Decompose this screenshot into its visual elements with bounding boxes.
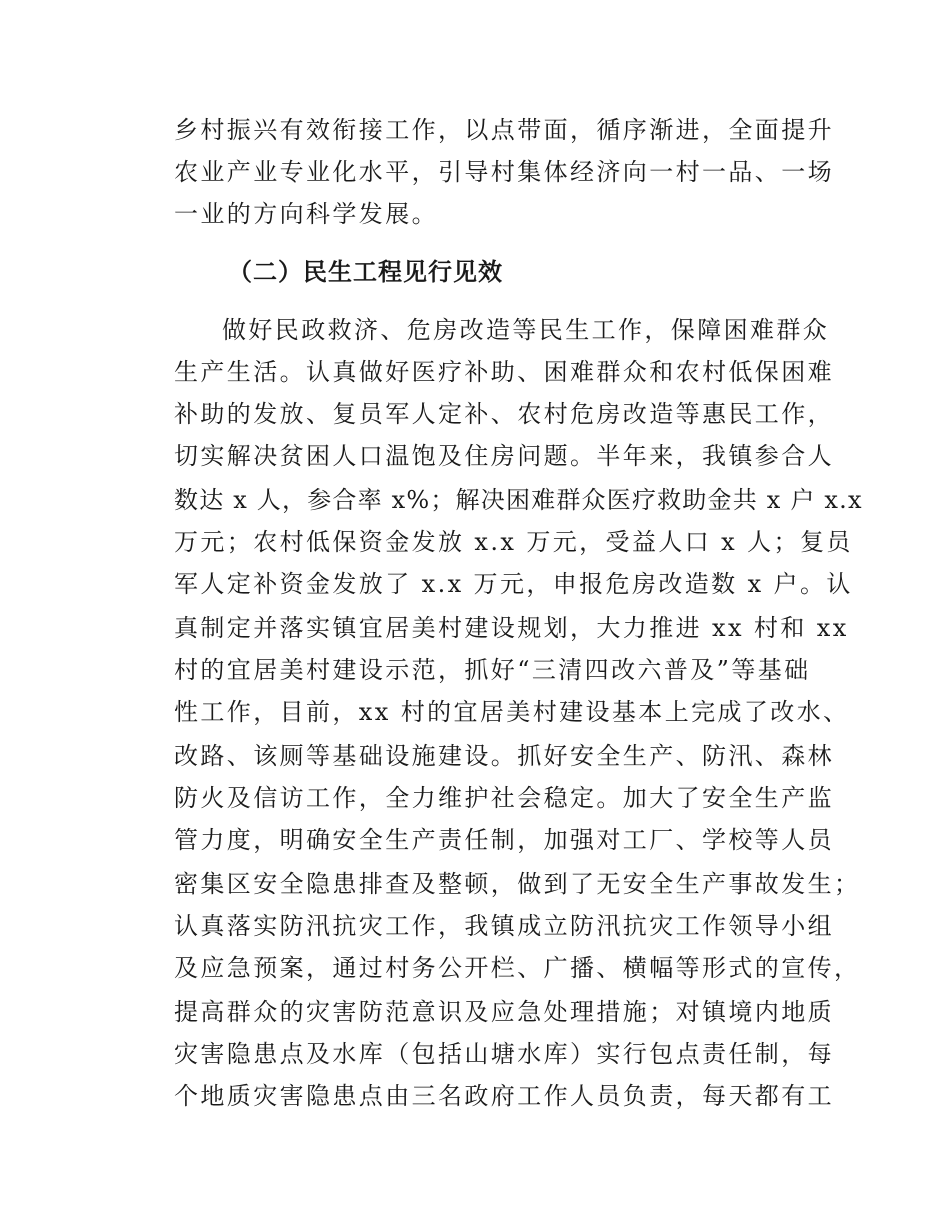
para2-line-7: 军人定补资金发放了 x.x 万元，申报危房改造数 x 户。认 [174, 570, 853, 598]
para2-line-2: 生产生活。认真做好医疗补助、困难群众和农村低保困难 [174, 358, 834, 386]
para2-line-1: 做好民政救济、危房改造等民生工作，保障困难群众 [222, 316, 830, 344]
para1-line-2: 农业产业专业化水平，引导村集体经济向一村一品、一场 [174, 158, 834, 186]
para2-line-4: 切实解决贫困人口温饱及住房问题。半年来，我镇参合人 [174, 442, 834, 470]
para2-line-10: 性工作，目前，xx 村的宜居美村建设基本上完成了改水、 [174, 698, 850, 726]
para2-line-17: 提高群众的灾害防范意识及应急处理措施；对镇境内地质 [174, 998, 834, 1026]
para2-line-8: 真制定并落实镇宜居美村建设规划，大力推进 xx 村和 xx [174, 614, 849, 642]
para1-line-1: 乡村振兴有效衔接工作，以点带面，循序渐进，全面提升 [174, 116, 834, 144]
para2-line-18: 灾害隐患点及水库（包括山塘水库）实行包点责任制，每 [174, 1040, 834, 1068]
para2-line-13: 管力度，明确安全生产责任制，加强对工厂、学校等人员 [174, 826, 834, 854]
para1-line-3: 一业的方向科学发展。 [174, 200, 438, 228]
para2-line-19: 个地质灾害隐患点由三名政府工作人员负责，每天都有工 [174, 1082, 834, 1110]
para2-line-5: 数达 x 人，参合率 x%；解决困难群众医疗救助金共 x 户 x.x [174, 486, 863, 514]
para2-line-3: 补助的发放、复员军人定补、农村危房改造等惠民工作， [174, 400, 834, 428]
para2-line-14: 密集区安全隐患排查及整顿，做到了无安全生产事故发生； [174, 870, 861, 898]
para2-line-15: 认真落实防汛抗灾工作，我镇成立防汛抗灾工作领导小组 [174, 912, 834, 940]
para2-line-12: 防火及信访工作，全力维护社会稳定。加大了安全生产监 [174, 784, 834, 812]
para2-line-16: 及应急预案，通过村务公开栏、广播、横幅等形式的宣传， [174, 954, 861, 982]
para2-line-9: 村的宜居美村建设示范，抓好“三清四改六普及”等基础 [174, 656, 811, 684]
section-heading: （二）民生工程见行见效 [228, 258, 503, 286]
para2-line-6: 万元；农村低保资金发放 x.x 万元，受益人口 x 人；复员 [174, 528, 853, 556]
para2-line-11: 改路、该厕等基础设施建设。抓好安全生产、防汛、森林 [174, 742, 834, 770]
